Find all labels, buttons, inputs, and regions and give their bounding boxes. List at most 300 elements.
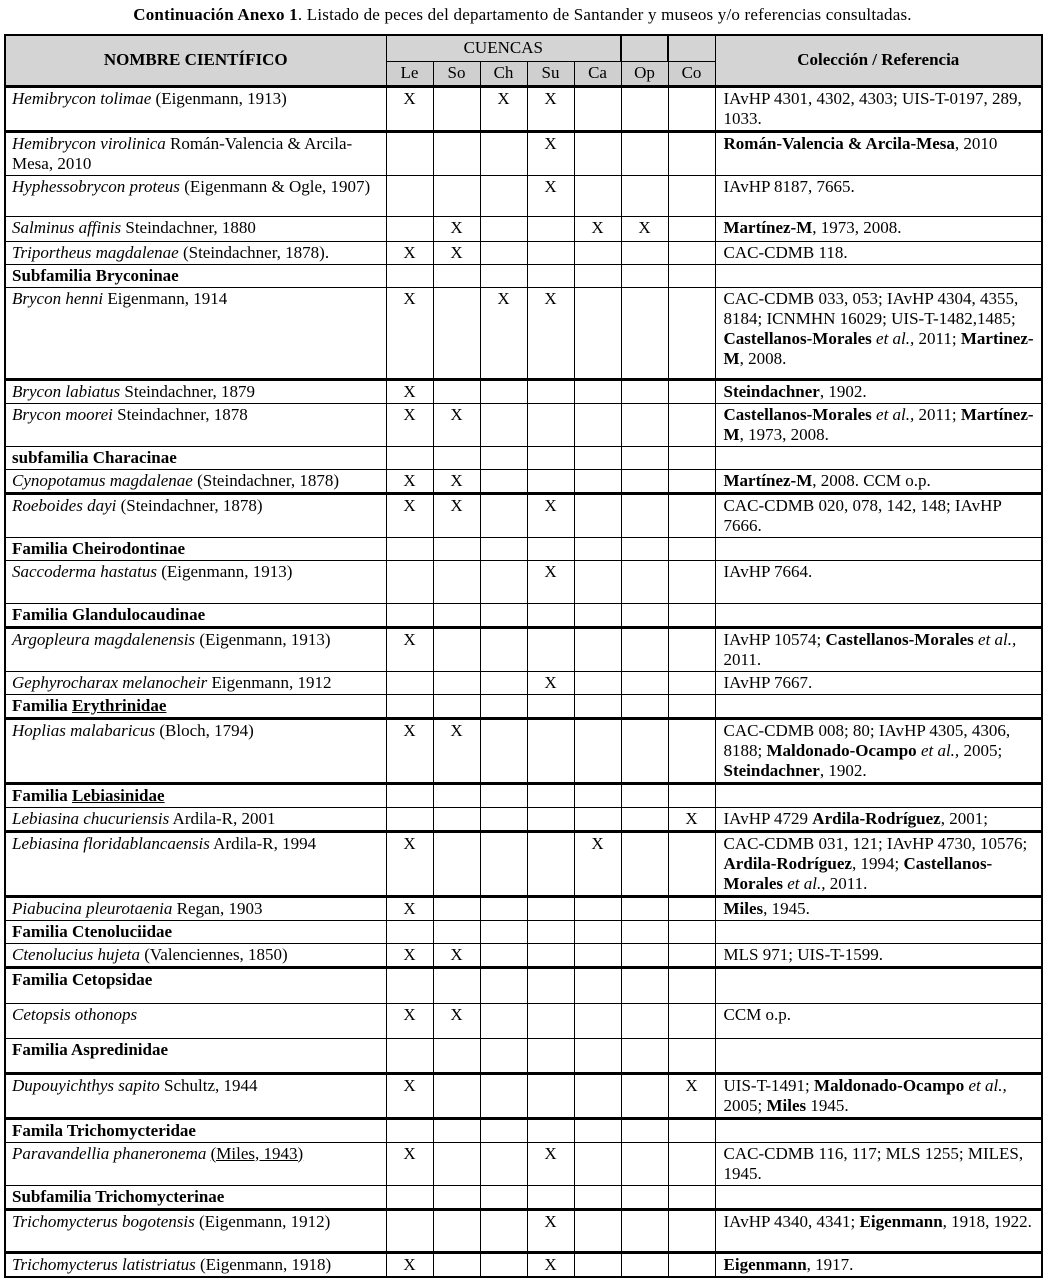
table-row: [5, 943, 1042, 967]
text-segment: 2011;: [914, 404, 961, 424]
reference-cell: [715, 493, 1042, 537]
basin-mark-cell: [574, 446, 621, 469]
basin-mark-cell: [621, 446, 668, 469]
basin-mark-cell: X: [386, 241, 433, 264]
text-segment: Dupouyichthys sapito: [12, 1075, 160, 1095]
species-name-cell: [5, 86, 386, 131]
basin-mark-cell: [480, 403, 527, 446]
basin-mark-cell: [527, 446, 574, 469]
basin-mark-cell: [386, 1209, 433, 1252]
basin-mark-cell: [480, 379, 527, 403]
text-segment: , 1994;: [851, 853, 904, 873]
section-row: [5, 446, 1042, 469]
species-name-cell: [5, 175, 386, 216]
table-row: [5, 896, 1042, 920]
basin-mark-cell: [574, 175, 621, 216]
reference-cell: [715, 1209, 1042, 1252]
text-segment: subfamilia Characinae: [12, 447, 177, 467]
section-title-cell: [5, 694, 386, 718]
text-segment: Piabucina pleurotaenia: [12, 898, 173, 918]
text-segment: Miles: [766, 1095, 807, 1115]
basin-mark-cell: [621, 671, 668, 694]
basin-mark-cell: [480, 560, 527, 603]
text-segment: CAC-CDMB 033, 053; IAvHP 4304, 4355, 8184; ICNMHN 16029; UIS-T-1482,1485;: [723, 288, 1019, 328]
table-row: [5, 807, 1042, 831]
basin-mark-cell: [621, 469, 668, 493]
basin-mark-cell: [480, 1185, 527, 1209]
basin-mark-cell: [621, 967, 668, 1003]
reference-cell: [715, 896, 1042, 920]
basin-mark-cell: [668, 603, 715, 627]
basin-mark-cell: X: [527, 1142, 574, 1185]
basin-mark-cell: [480, 1038, 527, 1073]
reference-cell: [715, 131, 1042, 175]
basin-mark-cell: X: [433, 241, 480, 264]
text-segment: (Eigenmann, 1912): [194, 1211, 331, 1231]
table-row: [5, 627, 1042, 671]
basin-mark-cell: [433, 537, 480, 560]
basin-mark-cell: [480, 671, 527, 694]
text-segment: Subfamilia Trichomycterinae: [12, 1186, 225, 1206]
section-row: [5, 1185, 1042, 1209]
text-segment: UIS-T-1491;: [723, 1075, 815, 1095]
text-segment: Hemibrycon tolimae: [12, 88, 152, 108]
basin-mark-cell: [574, 1252, 621, 1277]
text-segment: (Miles, 1943): [210, 1143, 304, 1163]
basin-mark-cell: [480, 1003, 527, 1038]
section-row: [5, 920, 1042, 943]
basin-mark-cell: [527, 807, 574, 831]
basin-mark-cell: [386, 1185, 433, 1209]
basin-mark-cell: [574, 896, 621, 920]
text-segment: Brycon labiatus: [12, 381, 121, 401]
basin-mark-cell: [433, 175, 480, 216]
basin-mark-cell: [574, 469, 621, 493]
basin-mark-cell: [574, 1142, 621, 1185]
section-title-cell: [5, 603, 386, 627]
basin-mark-cell: [527, 379, 574, 403]
column-header-basin-ch: Ch: [480, 61, 527, 86]
text-segment: CAC-CDMB 116, 117; MLS 1255; MILES, 1945.: [723, 1143, 1024, 1183]
basin-mark-cell: [621, 943, 668, 967]
basin-mark-cell: [574, 1038, 621, 1073]
text-segment: Cetopsis othonops: [12, 1004, 138, 1024]
reference-cell: [715, 287, 1042, 379]
basin-mark-cell: [574, 560, 621, 603]
text-segment: Steindachner: [723, 381, 820, 401]
basin-mark-cell: [433, 920, 480, 943]
basin-mark-cell: [480, 896, 527, 920]
species-name-cell: [5, 493, 386, 537]
basin-mark-cell: X: [433, 718, 480, 783]
basin-mark-cell: [621, 1252, 668, 1277]
basin-mark-cell: [668, 241, 715, 264]
basin-mark-cell: [527, 831, 574, 896]
text-segment: IAvHP 4301, 4302, 4303; UIS-T-0197, 289, 1033.: [723, 88, 1022, 128]
text-segment: CAC-CDMB 118.: [723, 242, 848, 262]
species-name-cell: [5, 627, 386, 671]
section-title-cell: [5, 1185, 386, 1209]
table-row: [5, 469, 1042, 493]
basin-mark-cell: [433, 1142, 480, 1185]
basin-mark-cell: X: [433, 943, 480, 967]
basin-mark-cell: [621, 920, 668, 943]
table-row: [5, 287, 1042, 379]
text-segment: Castellanos-Morales: [825, 629, 974, 649]
text-segment: Cynopotamus magdalenae: [12, 470, 193, 490]
basin-mark-cell: [621, 1209, 668, 1252]
reference-cell: [715, 1185, 1042, 1209]
basin-mark-cell: [386, 264, 433, 287]
table-row: [5, 831, 1042, 896]
basin-mark-cell: X: [386, 1142, 433, 1185]
basin-mark-cell: [480, 807, 527, 831]
section-title-cell: [5, 537, 386, 560]
text-segment: et al.,: [871, 404, 915, 424]
basin-mark-cell: [480, 603, 527, 627]
text-segment: MLS 971; UIS-T-1599.: [723, 944, 883, 964]
section-row: [5, 1038, 1042, 1073]
basin-mark-cell: [527, 718, 574, 783]
species-name-cell: [5, 943, 386, 967]
basin-mark-cell: [480, 783, 527, 807]
basin-mark-cell: [386, 216, 433, 241]
basin-mark-cell: [574, 131, 621, 175]
table-header: [5, 35, 1042, 86]
basin-mark-cell: [527, 1118, 574, 1142]
section-row: [5, 264, 1042, 287]
basin-mark-cell: [574, 1003, 621, 1038]
species-table-body: [5, 86, 1042, 1277]
basin-mark-cell: [433, 1252, 480, 1277]
species-name-cell: [5, 1003, 386, 1038]
basin-mark-cell: [386, 807, 433, 831]
basin-mark-cell: X: [386, 287, 433, 379]
column-header-empty-co: [668, 35, 715, 61]
text-segment: Lebiasinidae: [71, 785, 165, 805]
basin-mark-cell: [621, 603, 668, 627]
text-segment: IAvHP 8187, 7665.: [723, 176, 855, 196]
basin-mark-cell: [668, 1185, 715, 1209]
species-name-cell: [5, 216, 386, 241]
basin-mark-cell: [621, 1073, 668, 1118]
section-row: [5, 694, 1042, 718]
text-segment: , 1918, 1922.: [942, 1211, 1032, 1231]
section-title-cell: [5, 446, 386, 469]
basin-mark-cell: [668, 560, 715, 603]
reference-cell: [715, 783, 1042, 807]
basin-mark-cell: [433, 831, 480, 896]
basin-mark-cell: [527, 967, 574, 1003]
text-segment: Eigenmann: [859, 1211, 943, 1231]
text-segment: Brycon henni: [12, 288, 104, 308]
basin-mark-cell: [574, 671, 621, 694]
text-segment: Martínez-M: [723, 217, 813, 237]
reference-cell: [715, 86, 1042, 131]
basin-mark-cell: [621, 1185, 668, 1209]
basin-mark-cell: [527, 1073, 574, 1118]
text-segment: 2005;: [723, 1095, 767, 1115]
text-segment: Argopleura magdalenensis: [12, 629, 196, 649]
basin-mark-cell: [480, 943, 527, 967]
text-segment: Subfamilia Bryconinae: [12, 265, 179, 285]
basin-mark-cell: X: [527, 175, 574, 216]
species-name-cell: [5, 469, 386, 493]
basin-mark-cell: [668, 896, 715, 920]
text-segment: Eigenmann: [723, 1254, 807, 1274]
basin-mark-cell: [480, 493, 527, 537]
basin-mark-cell: [621, 241, 668, 264]
basin-mark-cell: [621, 287, 668, 379]
basin-mark-cell: X: [386, 718, 433, 783]
reference-cell: [715, 943, 1042, 967]
basin-mark-cell: [574, 718, 621, 783]
basin-mark-cell: [621, 403, 668, 446]
table-row: [5, 671, 1042, 694]
table-row: [5, 379, 1042, 403]
basin-mark-cell: [433, 1073, 480, 1118]
text-segment: , 1973, 2008.: [812, 217, 902, 237]
text-segment: (Eigenmann, 1913): [151, 88, 287, 108]
table-row: [5, 241, 1042, 264]
text-segment: et al.,: [916, 740, 960, 760]
basin-mark-cell: [668, 694, 715, 718]
basin-mark-cell: [433, 86, 480, 131]
basin-mark-cell: X: [386, 1073, 433, 1118]
table-row: [5, 1252, 1042, 1277]
text-segment: Ardila-R, 1994: [209, 833, 317, 853]
species-name-cell: [5, 287, 386, 379]
section-title-cell: [5, 967, 386, 1003]
text-segment: CAC-CDMB 031, 121; IAvHP 4730, 10576;: [723, 833, 1028, 853]
text-segment: Eigenmann, 1914: [103, 288, 228, 308]
text-segment: Famila Trichomycteridae: [12, 1120, 196, 1140]
column-header-reference: Colección / Referencia: [715, 35, 1042, 86]
basin-mark-cell: [668, 783, 715, 807]
text-segment: (Bloch, 1794): [155, 720, 254, 740]
reference-cell: [715, 967, 1042, 1003]
text-segment: Maldonado-Ocampo: [766, 740, 917, 760]
text-segment: Paravandellia phaneronema: [12, 1143, 207, 1163]
basin-mark-cell: [433, 603, 480, 627]
text-segment: Ardila-Rodríguez: [812, 808, 941, 828]
basin-mark-cell: [527, 1038, 574, 1073]
text-segment: Hemibrycon virolinica: [12, 133, 166, 153]
text-segment: Ctenolucius hujeta: [12, 944, 140, 964]
section-title-cell: [5, 1118, 386, 1142]
table-row: [5, 493, 1042, 537]
basin-mark-cell: [668, 718, 715, 783]
reference-cell: [715, 1252, 1042, 1277]
basin-mark-cell: [621, 1038, 668, 1073]
section-row: [5, 783, 1042, 807]
text-segment: Salminus affinis: [12, 217, 122, 237]
basin-mark-cell: [433, 1209, 480, 1252]
table-row: [5, 216, 1042, 241]
text-segment: Familia: [12, 785, 72, 805]
basin-mark-cell: [668, 1118, 715, 1142]
basin-mark-cell: [433, 1118, 480, 1142]
basin-mark-cell: X: [386, 1252, 433, 1277]
text-segment: Familia Ctenoluciidae: [12, 921, 173, 941]
column-header-cuencas: CUENCAS: [386, 35, 621, 61]
basin-mark-cell: [527, 1185, 574, 1209]
document-title: [0, 0, 1045, 25]
text-segment: Steindachner: [723, 760, 820, 780]
basin-mark-cell: [480, 694, 527, 718]
basin-mark-cell: [386, 694, 433, 718]
basin-mark-cell: [574, 537, 621, 560]
basin-mark-cell: [480, 175, 527, 216]
text-segment: Miles: [723, 898, 764, 918]
reference-cell: [715, 216, 1042, 241]
basin-mark-cell: X: [386, 831, 433, 896]
basin-mark-cell: [433, 967, 480, 1003]
basin-mark-cell: [386, 603, 433, 627]
table-row: [5, 1003, 1042, 1038]
basin-mark-cell: [527, 627, 574, 671]
basin-mark-cell: [433, 627, 480, 671]
section-row: [5, 1118, 1042, 1142]
basin-mark-cell: [527, 783, 574, 807]
reference-cell: [715, 603, 1042, 627]
species-name-cell: [5, 1073, 386, 1118]
text-segment: Ardila-R, 2001: [169, 808, 276, 828]
text-segment: IAvHP 4340, 4341;: [723, 1211, 860, 1231]
reference-cell: [715, 560, 1042, 603]
species-name-cell: [5, 560, 386, 603]
basin-mark-cell: [668, 920, 715, 943]
text-segment: , 2008. CCM o.p.: [812, 470, 931, 490]
basin-mark-cell: [668, 831, 715, 896]
basin-mark-cell: [621, 379, 668, 403]
text-segment: , 2010: [954, 133, 998, 153]
text-segment: Lebiasina floridablancaensis: [12, 833, 210, 853]
column-header-empty-op: [621, 35, 668, 61]
basin-mark-cell: [574, 1073, 621, 1118]
text-segment: Hoplias malabaricus: [12, 720, 156, 740]
basin-mark-cell: [386, 1038, 433, 1073]
title-text: . Listado de peces del departamento de Santander y museos y/o referencias consultadas.: [297, 5, 912, 24]
basin-mark-cell: [480, 216, 527, 241]
text-segment: Hyphessobrycon proteus: [12, 176, 180, 196]
text-segment: Erythrinidae: [71, 695, 167, 715]
basin-mark-cell: [433, 446, 480, 469]
table-row: [5, 175, 1042, 216]
basin-mark-cell: X: [621, 216, 668, 241]
basin-mark-cell: [668, 446, 715, 469]
text-segment: Steindachner, 1878: [112, 404, 248, 424]
text-segment: (Steindachner, 1878): [116, 495, 263, 515]
text-segment: Ardila-Rodríguez: [723, 853, 852, 873]
basin-mark-cell: [621, 807, 668, 831]
text-segment: Trichomycterus bogotensis: [12, 1211, 195, 1231]
reference-cell: [715, 264, 1042, 287]
column-header-scientific-name: NOMBRE CIENTÍFICO: [5, 35, 386, 86]
section-row: [5, 967, 1042, 1003]
basin-mark-cell: [621, 560, 668, 603]
basin-mark-cell: [480, 537, 527, 560]
basin-mark-cell: X: [527, 1252, 574, 1277]
text-segment: , 2008.: [739, 348, 787, 368]
species-name-cell: [5, 896, 386, 920]
basin-mark-cell: [668, 1142, 715, 1185]
text-segment: (Steindachner, 1878): [192, 470, 339, 490]
basin-mark-cell: [668, 264, 715, 287]
reference-cell: [715, 469, 1042, 493]
basin-mark-cell: [668, 216, 715, 241]
basin-mark-cell: [574, 403, 621, 446]
text-segment: IAvHP 4729: [723, 808, 813, 828]
basin-mark-cell: X: [433, 1003, 480, 1038]
basin-mark-cell: [574, 379, 621, 403]
basin-mark-cell: [527, 603, 574, 627]
basin-mark-cell: [668, 469, 715, 493]
basin-mark-cell: [433, 896, 480, 920]
reference-cell: [715, 920, 1042, 943]
text-segment: , 1945.: [763, 898, 810, 918]
basin-mark-cell: [668, 1003, 715, 1038]
column-header-basin-op: Op: [621, 61, 668, 86]
species-name-cell: [5, 807, 386, 831]
text-segment: (Eigenmann, 1913): [195, 629, 331, 649]
basin-mark-cell: [574, 86, 621, 131]
basin-mark-cell: [433, 1038, 480, 1073]
basin-mark-cell: [574, 627, 621, 671]
table-row: [5, 1142, 1042, 1185]
basin-mark-cell: X: [668, 807, 715, 831]
species-name-cell: [5, 1209, 386, 1252]
basin-mark-cell: [621, 175, 668, 216]
text-segment: 2011;: [914, 328, 961, 348]
table-row: [5, 1073, 1042, 1118]
basin-mark-cell: [574, 943, 621, 967]
basin-mark-cell: [480, 469, 527, 493]
text-segment: CAC-CDMB 020, 078, 142, 148; IAvHP 7666.: [723, 495, 1002, 535]
basin-mark-cell: X: [480, 86, 527, 131]
table-row: [5, 131, 1042, 175]
text-segment: CCM o.p.: [723, 1004, 792, 1024]
basin-mark-cell: X: [386, 379, 433, 403]
text-segment: Martinez-M: [723, 328, 1034, 368]
title-bold-label: Continuación Anexo 1: [133, 5, 298, 24]
basin-mark-cell: X: [433, 469, 480, 493]
text-segment: Familia Aspredinidae: [12, 1039, 169, 1059]
basin-mark-cell: X: [386, 403, 433, 446]
species-table: [4, 34, 1043, 1278]
basin-mark-cell: [386, 446, 433, 469]
text-segment: (Eigenmann, 1913): [156, 561, 293, 581]
basin-mark-cell: [527, 216, 574, 241]
basin-mark-cell: X: [433, 493, 480, 537]
basin-mark-cell: X: [386, 627, 433, 671]
text-segment: Saccoderma hastatus: [12, 561, 157, 581]
text-segment: Castellanos-Morales: [723, 853, 993, 893]
reference-cell: [715, 627, 1042, 671]
basin-mark-cell: [480, 1118, 527, 1142]
text-segment: Regan, 1903: [172, 898, 263, 918]
basin-mark-cell: [574, 920, 621, 943]
basin-mark-cell: [668, 627, 715, 671]
text-segment: Brycon moorei: [12, 404, 113, 424]
text-segment: Lebiasina chucuriensis: [12, 808, 170, 828]
table-row: [5, 718, 1042, 783]
basin-mark-cell: X: [527, 86, 574, 131]
reference-cell: [715, 1142, 1042, 1185]
basin-mark-cell: [386, 671, 433, 694]
text-segment: , 2001;: [940, 808, 988, 828]
text-segment: Maldonado-Ocampo: [814, 1075, 965, 1095]
